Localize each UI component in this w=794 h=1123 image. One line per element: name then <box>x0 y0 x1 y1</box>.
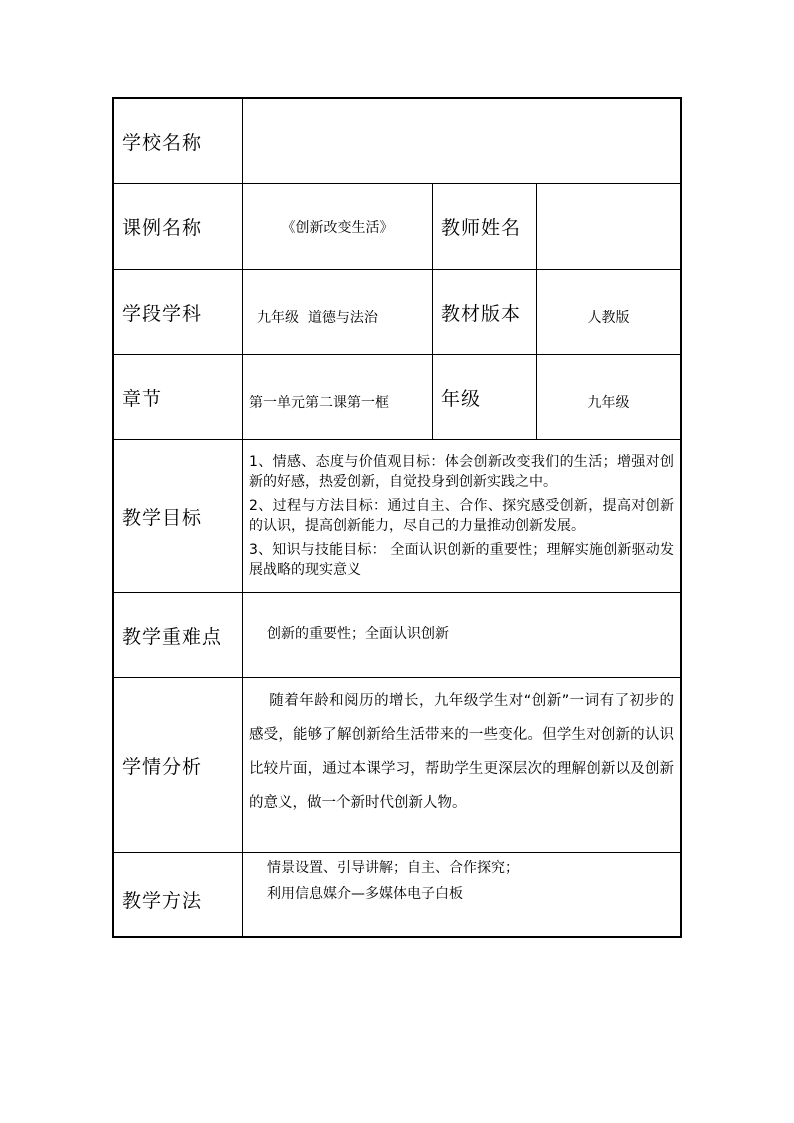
lesson-plan-table <box>112 97 682 938</box>
method-item: 情景设置、引导讲解；自主、合作探究； <box>267 860 519 876</box>
school-value[interactable] <box>243 99 680 183</box>
textbook-value[interactable]: 人教版 <box>587 310 630 326</box>
teacher-label: 教师姓名 <box>441 217 522 239</box>
grade-value[interactable]: 九年级 <box>587 395 630 411</box>
methods-list[interactable] <box>243 853 680 936</box>
analysis-block[interactable] <box>243 678 680 852</box>
school-label: 学校名称 <box>122 131 203 154</box>
goals-list[interactable] <box>243 440 680 592</box>
textbook-label: 教材版本 <box>441 302 522 325</box>
analysis-text: 随着年龄和阅历的增长，九年级学生对“创新”一词有了初步的感受，能够了解创新给生活带来的一些变化。但学生对创新的认识比较片面，通过本课学习，帮助学生更深层次的理解创新以及创新的意义，做一个新时代创新人物。 <box>249 693 674 811</box>
analysis-label: 学情分析 <box>122 755 203 778</box>
chapter-label: 章节 <box>122 387 163 410</box>
teacher-value[interactable] <box>537 184 680 269</box>
goal-item: 1、情感、态度与价值观目标：体会创新改变我们的生活；增强对创新的好感，热爱创新，自觉投身到创新实践之中。 <box>249 454 674 490</box>
goal-item: 3、知识与技能目标： 全面认识创新的重要性；理解实施创新驱动发展战略的现实意义 <box>249 542 674 578</box>
keypoints-value[interactable]: 创新的重要性；全面认识创新 <box>267 626 449 642</box>
chapter-value[interactable]: 第一单元第二课第一框 <box>249 395 389 411</box>
course-value[interactable]: 《创新改变生活》 <box>281 219 394 236</box>
method-item: 利用信息媒介—多媒体电子白板 <box>267 886 463 902</box>
grade-label: 年级 <box>441 387 482 410</box>
methods-label: 教学方法 <box>122 890 203 912</box>
subject-label: 学段学科 <box>122 302 203 325</box>
goal-item: 2、过程与方法目标：通过自主、合作、探究感受创新，提高对创新的认识，提高创新能力，尽自己的力量推动创新发展。 <box>249 498 674 534</box>
subject-value[interactable]: 九年级 道德与法治 <box>257 310 378 326</box>
course-label: 课例名称 <box>122 217 203 239</box>
goals-label: 教学目标 <box>122 506 203 529</box>
keypoints-label: 教学重难点 <box>122 625 223 648</box>
